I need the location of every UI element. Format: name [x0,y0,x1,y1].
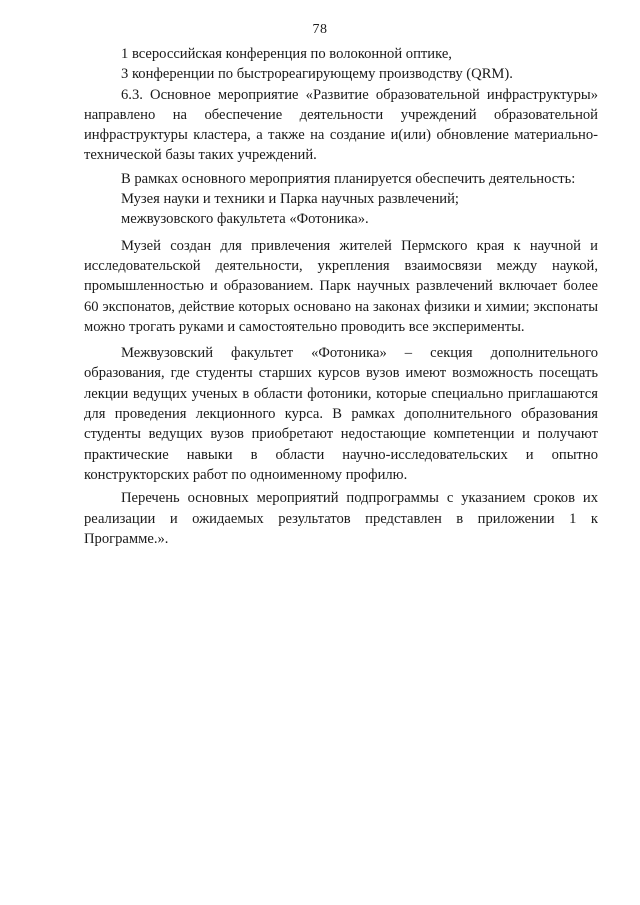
paragraph-planned-activities: В рамках основного мероприятия планируется обеспечить деятельность: [121,170,576,187]
paragraph-section-6-3: 6.3. Основное мероприятие «Развитие образовательной инфраструктуры» направлено на обеспечение деятельности учреждений образовательной инфраструктуры кластера, а также на создание и(или) обновление материально-технической базы таких учреждений. [84,86,598,164]
paragraph-list-of-activities: Перечень основных мероприятий подпрограммы с указанием сроков их реализации и ожидаемых результатов представлен в приложении 1 к Программе.». [84,490,598,547]
document-body [84,44,598,549]
paragraph-conference-qrm: 3 конференции по быстрореагирующему производству (QRM). [121,66,513,83]
paragraph-conference-fiber-optics: 1 всероссийская конференция по волоконной оптике, [121,46,452,62]
page-number: 78 [312,22,328,37]
paragraph-museum-description: Музей создан для привлечения жителей Пермского края к научной и исследовательской деятельности, укрепления взаимосвязи между наукой, промышленностью и образованием. Парк научных развлечений включает более 60 экспонатов, действие которых основано на законах физики и химии; экспонаты можно трогать руками и самостоятельно проводить все эксперименты. [84,237,598,335]
paragraph-faculty-item: межвузовского факультета «Фотоника». [121,211,369,228]
paragraph-faculty-description: Межвузовский факультет «Фотоника» – секция дополнительного образования, где студенты старших курсов вузов имеют возможность посещать лекции ведущих ученых в области фотоники, которые специально приглашаются для проведения лекционного курса. В рамках дополнительного образования студенты ведущих вузов приобретают недостающие компетенции и получают практические навыки в области научно-исследовательских и опытно конструкторских работ по одноименному профилю. [84,345,598,483]
paragraph-museum-item: Музея науки и техники и Парка научных развлечений; [121,191,459,208]
